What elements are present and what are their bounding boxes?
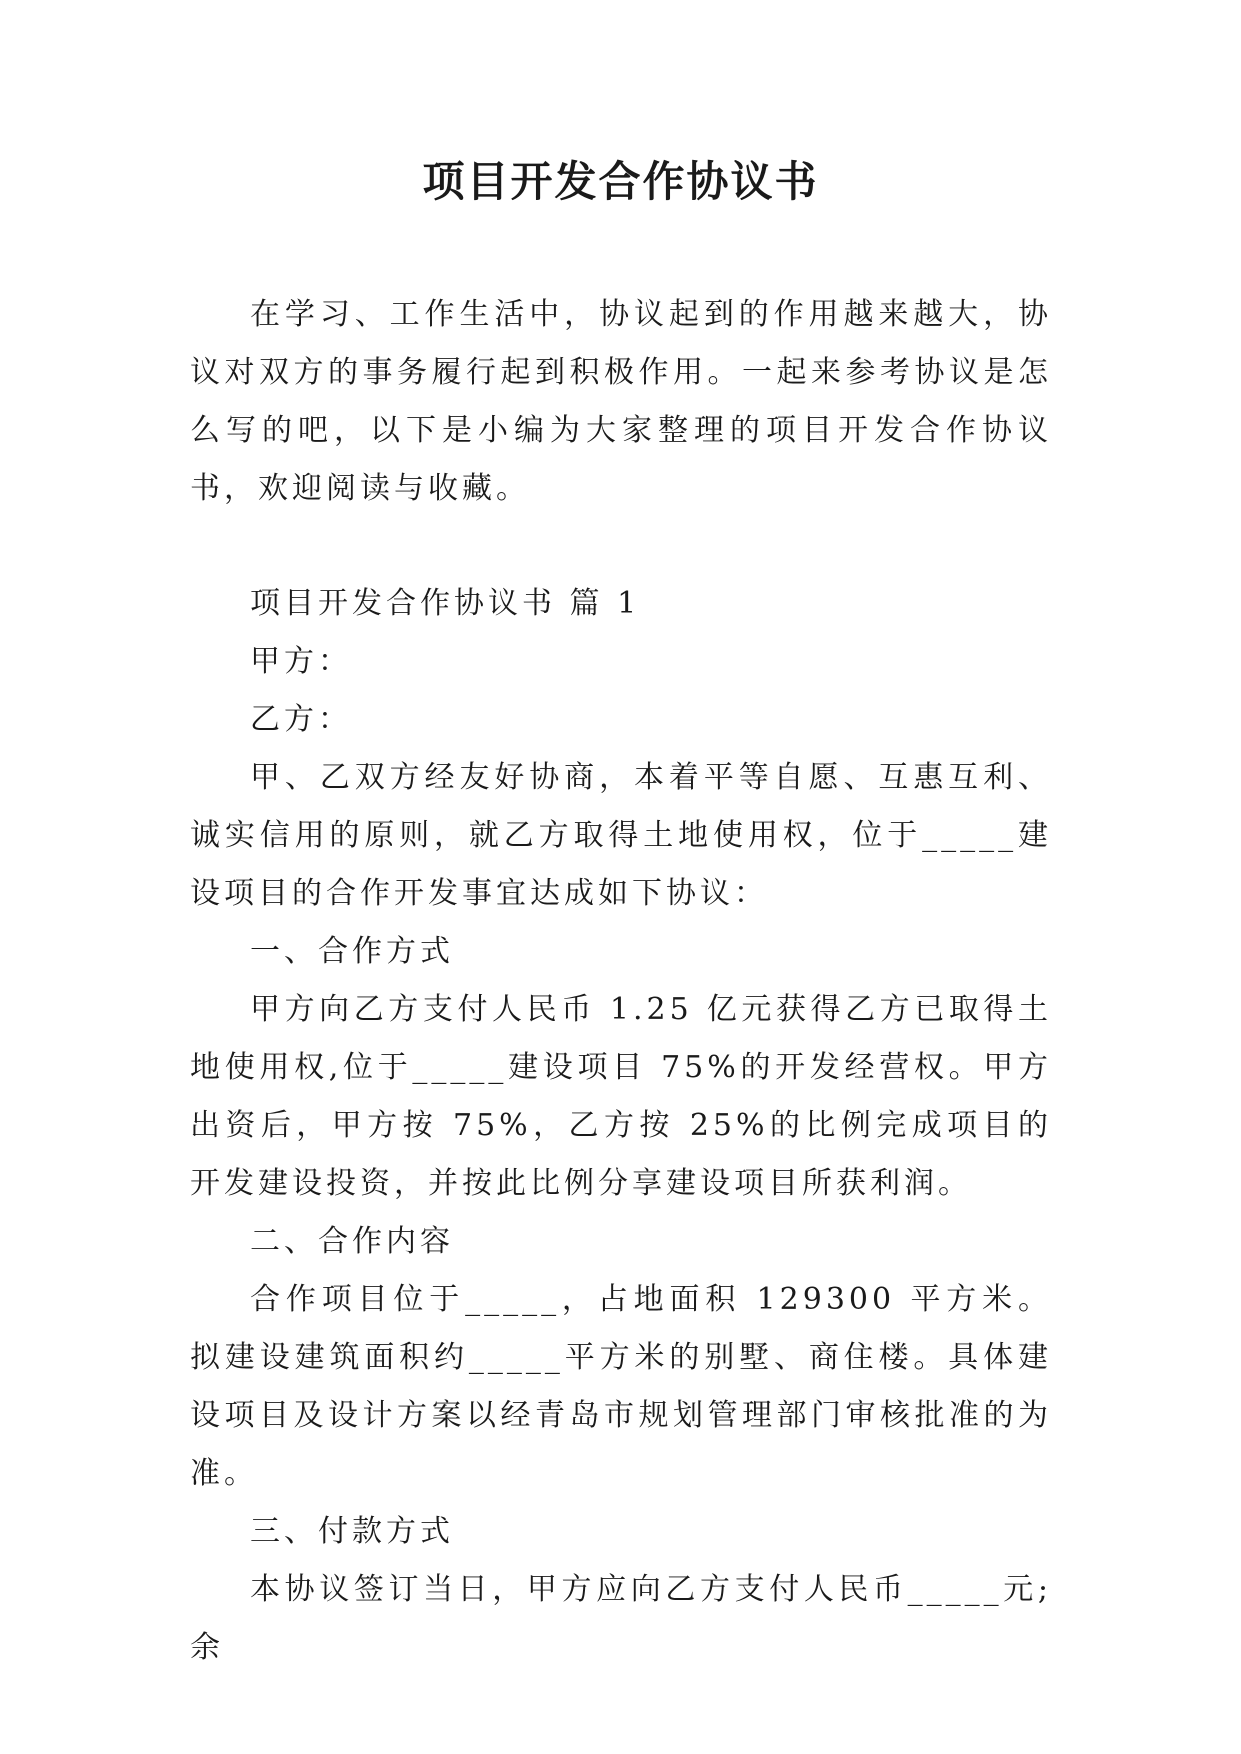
clause-3-heading: 三、付款方式 bbox=[250, 1514, 454, 1549]
intro-paragraph: 在学习、工作生活中，协议起到的作用越来越大，协议对双方的事务履行起到积极作用。一起来参考协议是怎么写的吧，以下是小编为大家整理的项目开发合作协议书，欢迎阅读与收藏。 bbox=[190, 297, 1052, 506]
party-b-line: 乙方： bbox=[250, 702, 352, 737]
preamble-paragraph: 甲、乙双方经友好协商，本着平等自愿、互惠互利、诚实信用的原则，就乙方取得土地使用权，位于_____建设项目的合作开发事宜达成如下协议： bbox=[190, 760, 1052, 911]
document-title: 项目开发合作协议书 bbox=[422, 157, 819, 206]
party-a-line: 甲方： bbox=[250, 644, 352, 679]
clause-3-paragraph: 本协议签订当日，甲方应向乙方支付人民币_____元;余 bbox=[190, 1572, 1052, 1665]
clause-1-paragraph: 甲方向乙方支付人民币 1.25 亿元获得乙方已取得土地使用权,位于_____建设项目 75%的开发经营权。甲方出资后，甲方按 75%，乙方按 25%的比例完成项目的开发建设投资，并按此比例分享建设项目所获利润。 bbox=[190, 992, 1052, 1201]
clause-2-paragraph: 合作项目位于_____，占地面积 129300 平方米。拟建设建筑面积约_____平方米的别墅、商住楼。具体建设项目及设计方案以经青岛市规划管理部门审核批准的为准。 bbox=[190, 1282, 1052, 1491]
section-heading: 项目开发合作协议书 篇 1 bbox=[250, 586, 641, 621]
document-body bbox=[190, 286, 1052, 1677]
clause-1-heading: 一、合作方式 bbox=[250, 934, 454, 969]
clause-2-heading: 二、合作内容 bbox=[250, 1224, 454, 1259]
